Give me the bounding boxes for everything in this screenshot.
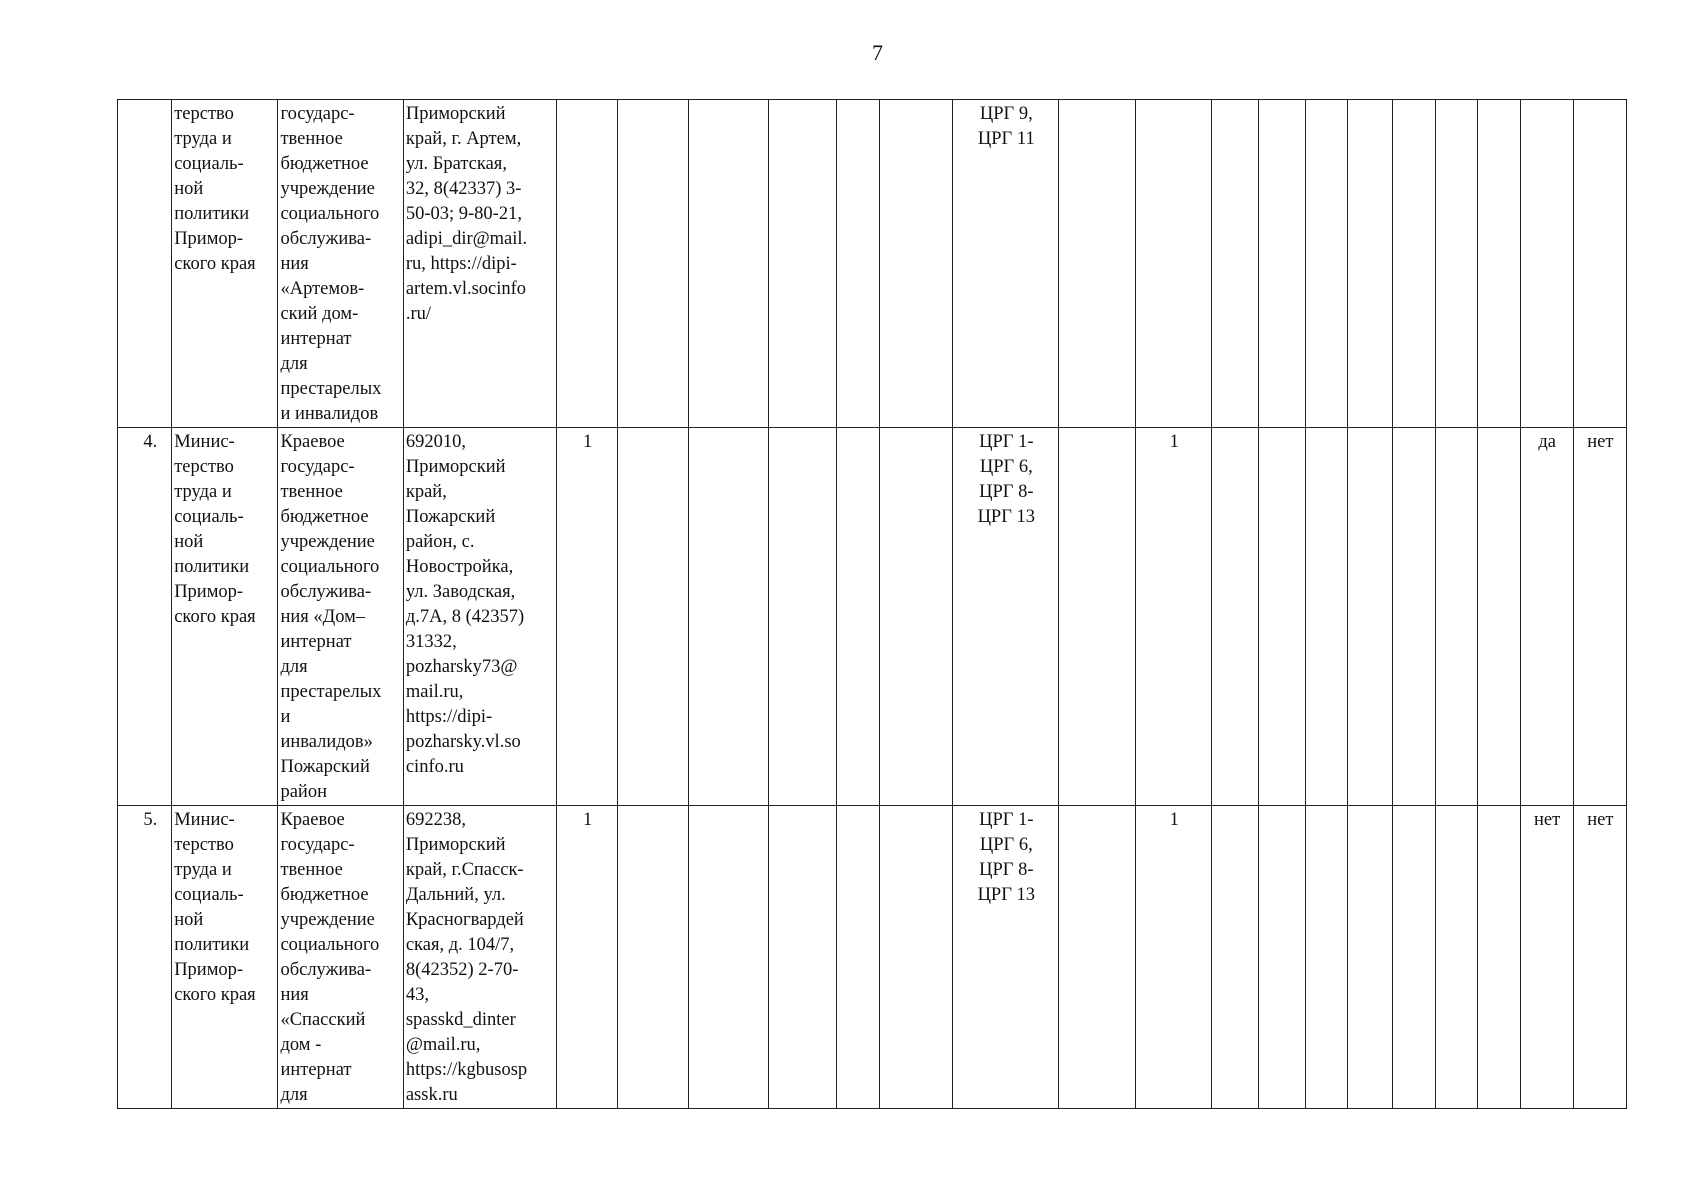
empty-cell [688,100,769,428]
empty-cell [1478,100,1521,428]
address-cell [403,428,556,806]
institution-text: Краевое государс- твенное бюджетное учреждение социального обслужива- ния «Дом– интернат для престарелых и инвалидов» Пожарский район [280,432,382,802]
quantity-cell-2 [1135,100,1212,428]
crg-text: ЦРГ 1- ЦРГ 6, ЦРГ 8- ЦРГ 13 [977,810,1036,905]
empty-cell [1393,100,1436,428]
empty-cell [769,806,837,1109]
row-number-cell [118,100,172,428]
quantity-cell: 1 [556,806,618,1109]
empty-cell [837,806,880,1109]
empty-cell [1305,806,1348,1109]
table-row [118,100,1627,428]
empty-cell [1305,428,1348,806]
empty-cell [1212,100,1259,428]
crg-cell [953,428,1059,806]
ministry-text: Минис- терство труда и социаль- ной политики Примор- ского края [174,432,256,627]
empty-cell [1212,428,1259,806]
yes-no-cell-2: нет [1573,806,1626,1109]
empty-cell [688,806,769,1109]
empty-cell [769,428,837,806]
empty-cell [1059,100,1136,428]
ministry-cell [172,100,278,428]
quantity-cell-2: 1 [1135,806,1212,1109]
address-text: 692010, Приморский край, Пожарский район, с. Новостройка, ул. Заводская, д.7А, 8 (42357) 31332, pozharsky73@ mail.ru, https://dipi- pozharsky.vl.so cinfo.ru [405,432,525,777]
quantity-cell-2: 1 [1135,428,1212,806]
page-number: 7 [872,40,883,65]
crg-text: ЦРГ 1- ЦРГ 6, ЦРГ 8- ЦРГ 13 [977,432,1036,527]
row-number-cell: 5. [118,806,172,1109]
empty-cell [1478,806,1521,1109]
empty-cell [1435,100,1478,428]
empty-cell [1435,428,1478,806]
yes-no-cell-1 [1520,100,1573,428]
institution-cell [278,100,403,428]
ministry-text: Минис- терство труда и социаль- ной политики Примор- ского края [174,810,256,1005]
empty-cell [1348,100,1393,428]
empty-cell [618,806,688,1109]
empty-cell [879,428,952,806]
crg-cell [953,806,1059,1109]
empty-cell [769,100,837,428]
address-cell [403,100,556,428]
empty-cell [1059,806,1136,1109]
empty-cell [837,428,880,806]
ministry-text: терство труда и социаль- ной политики Примор- ского края [174,104,256,274]
empty-cell [879,100,952,428]
address-text: Приморский край, г. Артем, ул. Братская, 32, 8(42337) 3- 50-03; 9-80-21, adipi_dir@mail. ru, https://dipi- artem.vl.socinfo .ru/ [405,104,528,324]
institution-text: государс- твенное бюджетное учреждение социального обслужива- ния «Артемов- ский дом- интернат для престарелых и инвалидов [280,104,382,424]
crg-text: ЦРГ 9, ЦРГ 11 [977,104,1035,149]
empty-cell [1478,428,1521,806]
ministry-cell [172,806,278,1109]
ministry-cell [172,428,278,806]
yes-no-cell-1: нет [1520,806,1573,1109]
row-number-cell: 4. [118,428,172,806]
empty-cell [1435,806,1478,1109]
empty-cell [1259,806,1306,1109]
empty-cell [879,806,952,1109]
empty-cell [837,100,880,428]
empty-cell [618,100,688,428]
empty-cell [1348,806,1393,1109]
table-row [118,428,1627,806]
empty-cell [1305,100,1348,428]
table-row [118,806,1627,1109]
institution-text: Краевое государс- твенное бюджетное учреждение социального обслужива- ния «Спасский дом - интернат для [280,810,380,1105]
empty-cell [1393,428,1436,806]
quantity-cell [556,100,618,428]
institution-cell [278,806,403,1109]
quantity-cell: 1 [556,428,618,806]
empty-cell [1212,806,1259,1109]
empty-cell [688,428,769,806]
yes-no-cell-2: нет [1573,428,1626,806]
empty-cell [618,428,688,806]
empty-cell [1393,806,1436,1109]
empty-cell [1259,428,1306,806]
address-text: 692238, Приморский край, г.Спасск- Дальний, ул. Красногвардей ская, д. 104/7, 8(42352) 2-70- 43, spasskd_dinter @mail.ru, https://kgbusosp assk.ru [405,810,528,1105]
institutions-table [117,99,1627,1109]
institution-cell [278,428,403,806]
address-cell [403,806,556,1109]
empty-cell [1259,100,1306,428]
empty-cell [1059,428,1136,806]
empty-cell [1348,428,1393,806]
yes-no-cell-1: да [1520,428,1573,806]
yes-no-cell-2 [1573,100,1626,428]
crg-cell [953,100,1059,428]
